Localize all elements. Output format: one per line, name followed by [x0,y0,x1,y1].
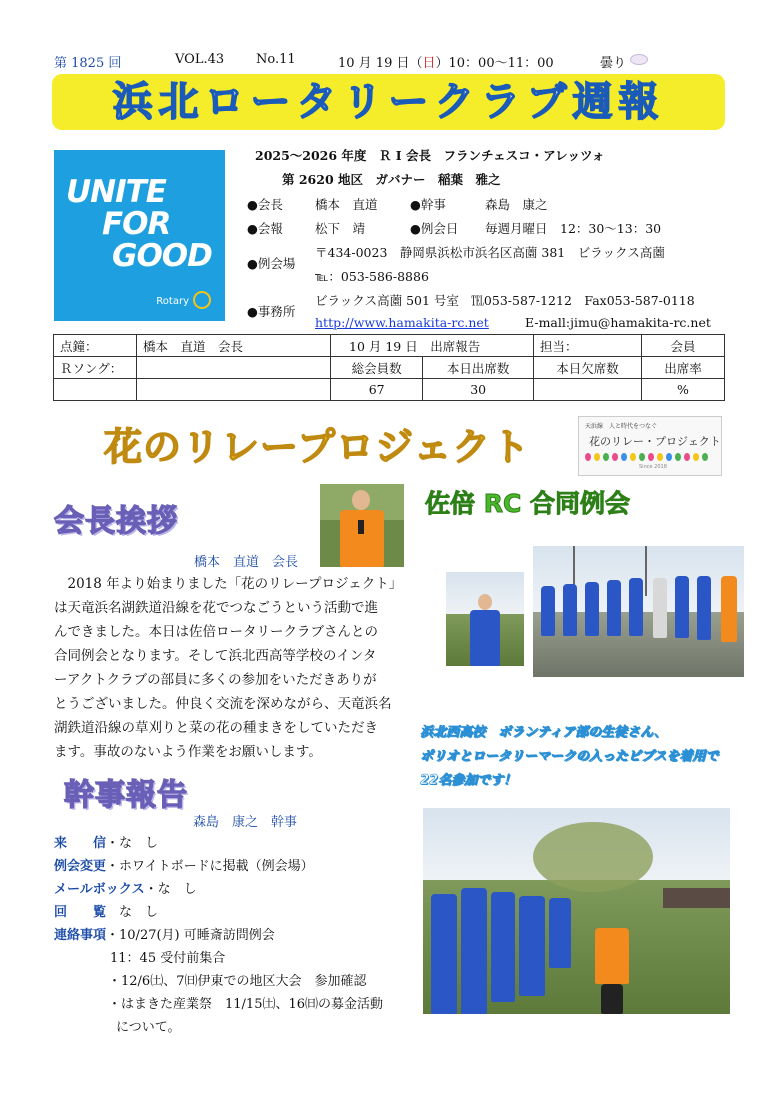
attendance-report-title: 10 月 19 日 出席報告 [331,335,534,357]
col-absent: 本日欠席数 [534,357,642,379]
president-label: ●会長 [247,197,283,212]
photo-caption-2: ポリオとロータリーマークの入ったビブスを着用で [420,749,719,764]
meeting-date: 10 月 19 日（日）10：00～11：00 [338,56,554,71]
secretary-name: 森島 康之 [485,197,548,212]
report-extra-line: ・12/6㈯、7㈰伊東での地区大会 参加確認 [108,974,367,989]
col-rate: 出席率 [642,357,725,379]
report-item: 連絡事項・10/27(月) 可睡斎訪問例会 [54,928,275,943]
group-photo [533,546,744,677]
greeting-line: ーアクトクラブの部員に多くの参加をいただきありが [54,672,377,688]
secretary-report-items [54,832,314,947]
president-greeting-body [54,572,403,764]
col-present: 本日出席数 [423,357,534,379]
flower-icons [585,453,715,463]
report-extra-line: について。 [116,1020,181,1035]
flower-relay-title: 花のリレープロジェクト [104,425,531,469]
unite-for-good-logo [54,150,225,321]
rsong-label: Ｒソング： [54,357,137,379]
report-extra-line: 11：45 受付前集合 [110,951,226,966]
empty-cell [54,379,137,401]
weeding-photo [423,808,730,1014]
rotary-wheel-icon [193,291,211,309]
weather: 曇り [600,56,627,71]
logo-line-2: FOR [102,206,171,242]
flower-relay-banner [578,416,722,476]
title-band [52,74,725,130]
bulletin-label: ●会報 [247,221,283,236]
volume: VOL.43 [175,52,225,67]
absent-value [534,379,642,401]
attendance-table [53,334,725,401]
photo-caption-3: 22名参加です！ [420,773,517,788]
president-name: 橋本 直道 [315,197,378,212]
president-greeting-heading: 会長挨拶 [54,504,178,539]
venue-label: ●例会場 [247,256,296,271]
logo-line-1: UNITE [66,174,166,210]
club-website-link[interactable]: http://www.hamakita-rc.net [315,315,489,330]
greeting-line: とうございました。仲良く交流を深めながら、天竜浜名 [54,696,392,712]
office-info: ビラックス高薗 501 号室 ℡053-587-1212 Fax053-587-0118 [315,293,695,308]
bulletin-name: 松下 靖 [315,221,366,236]
greeting-line: ます。事故のないよう作業をお願いします。 [54,744,322,760]
banner-title: 花のリレー・プロジェクト [589,435,721,448]
present-value: 30 [423,379,534,401]
col-total-members: 総会員数 [331,357,423,379]
empty-cell [137,379,331,401]
office-label: ●事務所 [247,304,296,319]
report-item: メールボックス・な し [54,882,197,897]
meeting-number: 第 1825 回 [54,56,122,71]
bell-label: 点鐘： [54,335,137,357]
report-item: 例会変更・ホワイトボードに掲載（例会場） [54,859,314,874]
secretary-name-line: 森島 康之 幹事 [193,815,298,830]
rotary-wordmark: Rotary [156,296,189,307]
greeting-line: 2018 年より始まりました「花のリレープロジェクト」 [54,576,403,592]
newsletter-title: 浜北ロータリークラブ週報 [112,79,665,125]
governor-line: 第 2620 地区 ガバナー 稲葉 雅之 [282,172,501,187]
bell-name: 橋本 直道 会長 [137,335,331,357]
report-item: 来 信・な し [54,836,159,851]
total-members-value: 67 [331,379,423,401]
report-item: 回 覧 な し [54,905,159,920]
greeting-line: 合同例会となります。そして浜北西高等学校のインタ [54,648,377,664]
secretary-report-heading: 幹事報告 [64,778,188,813]
speaker-photo [446,572,524,666]
banner-subtitle: 天浜線 人と時代をつなぐ [585,423,658,430]
logo-line-3: GOOD [112,238,212,274]
rate-value: % [642,379,725,401]
report-extra-line: ・はまきた産業祭 11/15㈯、16㈰の募金活動 [108,997,384,1012]
president-photo [320,484,404,567]
in-charge-label: 担当： [534,335,642,357]
greeting-line: 湖鉄道沿線の草刈りと菜の花の種まきをしていただき [54,720,378,736]
banner-since: Since 2018 [639,464,667,470]
greeting-line: んできました。本日は佐倍ロータリークラブさんとの [54,624,378,640]
venue-address: 〒434-0023 静岡県浜松市浜名区高薗 381 ビラックス高薗 [315,245,665,260]
issue-number: No.11 [256,52,296,67]
in-charge-role: 会員 [642,335,725,357]
rsong-value [137,357,331,379]
date-day: 日 [422,56,436,71]
cloud-icon [630,54,648,65]
venue-tel: ℡：053-586-8886 [315,269,429,284]
ri-president-line: 2025～2026 年度 Ｒ I 会長 フランチェスコ・アレッツォ [255,148,605,163]
secretary-report-extra [108,947,383,1039]
secretary-label: ●幹事 [410,197,446,212]
president-name-line: 橋本 直道 会長 [194,555,299,570]
greeting-line: は天竜浜名湖鉄道沿線を花でつなごうという活動で進 [54,600,378,616]
meeting-label: ●例会日 [410,221,459,236]
joint-meeting-heading: 佐倍 RC 合同例会 [425,489,631,518]
meeting-time: 毎週月曜日 12：30～13：30 [485,221,662,236]
club-email: E-mall:jimu@hamakita-rc.net [525,315,711,330]
photo-caption-1: 浜北西高校 ボランティア部の生徒さん、 [420,725,667,740]
